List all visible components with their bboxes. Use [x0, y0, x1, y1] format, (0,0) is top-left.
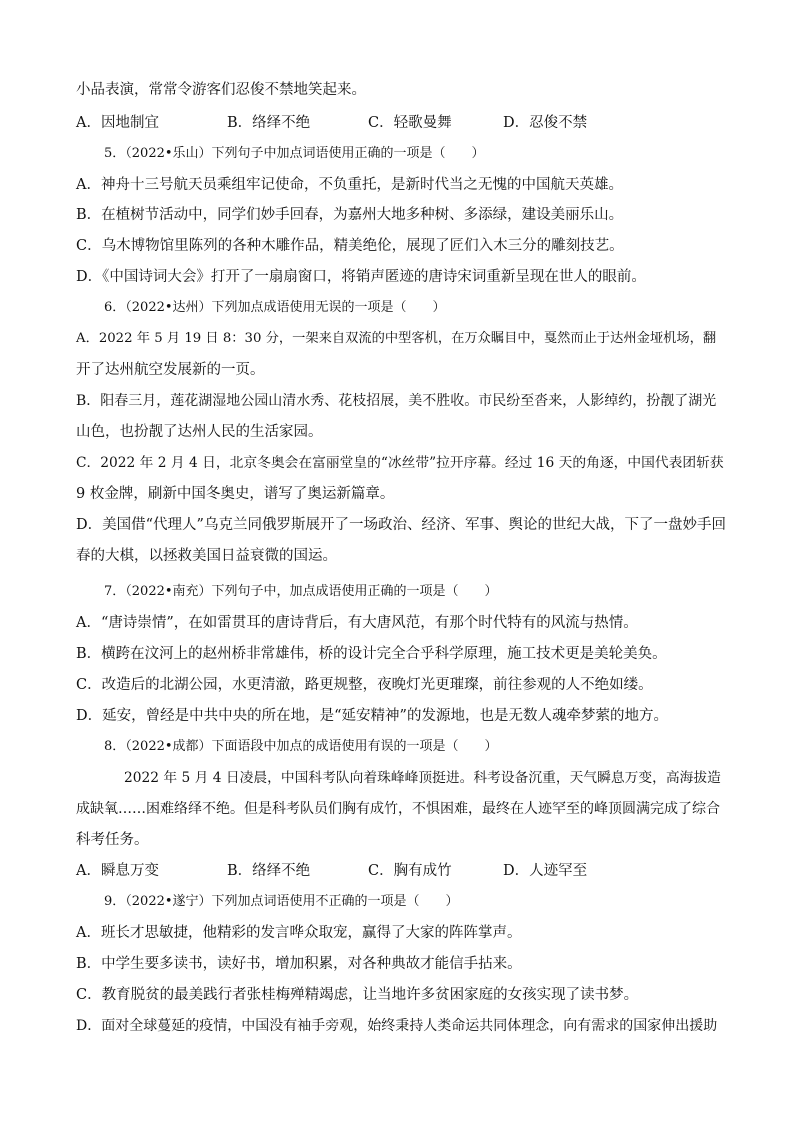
q7-option-b: B．横跨在汶河上的赵州桥非常雄伟，桥的设计完全合乎科学原理，施工技术更是美轮美奂。	[76, 646, 667, 662]
q8-option-b: B．络绎不绝	[227, 863, 311, 879]
q6-option-c-line2: 9 枚金牌，刷新中国冬奥史，谱写了奥运新篇章。	[76, 486, 395, 502]
q9-option-a: A．班长才思敏捷，他精彩的发言哗众取宠，赢得了大家的阵阵掌声。	[76, 925, 522, 941]
q5-option-b: B．在植树节活动中，同学们妙手回春，为嘉州大地多种树、多添绿，建设美丽乐山。	[76, 207, 624, 223]
q6-option-b-line2: 山色，也扮靓了达州人民的生活家园。	[76, 424, 323, 440]
q7-option-a: A．“唐诗崇情”，在如雷贯耳的唐诗背后，有大唐风范，有那个时代特有的风流与热情。	[76, 615, 638, 631]
q8-option-c: C．胸有成竹	[368, 863, 452, 879]
q4-stem-tail: 小品表演，常常令游客们忍俊不禁地笑起来。	[76, 82, 366, 98]
q8-heading: 8．（2022•成都）下面语段中加点的成语使用有误的一项是（ ）	[104, 739, 498, 754]
q6-option-a-line1: A．2022 年 5 月 19 日 8：30 分，一架来自双流的中型客机，在万众瞩目中，戛然而止于达州金垭机场，翻	[76, 331, 717, 346]
q9-heading: 9．（2022•遂宁）下列加点词语使用不正确的一项是（ ）	[104, 894, 459, 909]
q8-passage-line1: 2022 年 5 月 4 日凌晨，中国科考队向着珠峰峰顶挺进。科考设备沉重，天气瞬息万变，高海拔造	[124, 770, 721, 786]
q7-heading: 7．（2022•南充）下列句子中，加点成语使用正确的一项是（ ）	[104, 584, 498, 599]
q8-passage-line2: 成缺氧……困难络绎不绝。但是科考队员们胸有成竹，不惧困难，最终在人迹罕至的峰顶圆满完成了综合	[76, 801, 720, 817]
q5-heading: 5．（2022•乐山）下列句子中加点词语使用正确的一项是（ ）	[104, 146, 485, 161]
q5-option-a: A．神舟十三号航天员乘组牢记使命，不负重托，是新时代当之无愧的中国航天英雄。	[76, 177, 623, 193]
q8-passage-line3: 科考任务。	[76, 832, 149, 848]
q6-option-c-line1: C．2022 年 2 月 4 日，北京冬奥会在富丽堂皇的“冰丝带”拉开序幕。经过 16 天的角逐，中国代表团斩获	[76, 455, 724, 471]
q9-option-d: D．面对全球蔓延的疫情，中国没有袖手旁观，始终秉持人类命运共同体理念，向有需求的国家伸出援助	[76, 1018, 718, 1034]
q4-option-a: A．因地制宜	[76, 115, 159, 131]
q5-option-d: D．《中国诗词大会》打开了一扇扇窗口，将销声匿迹的唐诗宋词重新呈现在世人的眼前。	[76, 269, 646, 285]
q8-option-d: D．人迹罕至	[503, 863, 588, 879]
q6-heading: 6．（2022•达州）下列加点成语使用无误的一项是（ ）	[104, 300, 446, 315]
q7-option-d: D．延安，曾经是中共中央的所在地，是“延安精神”的发源地，也是无数人魂牵梦萦的地方。	[76, 708, 668, 724]
q7-option-c: C．改造后的北湖公园，水更清澈，路更规整，夜晚灯光更璀璨，前往参观的人不绝如缕。	[76, 677, 653, 693]
q9-option-c: C．教育脱贫的最美践行者张桂梅殚精竭虑，让当地许多贫困家庭的女孩实现了读书梦。	[76, 987, 639, 1003]
q8-option-a: A．瞬息万变	[76, 863, 159, 879]
q6-option-b-line1: B．阳春三月，莲花湖湿地公园山清水秀、花枝招展，美不胜收。市民纷至沓来，人影绰约，扮靓了湖光	[76, 393, 717, 409]
q6-option-a-line2: 开了达州航空发展新的一页。	[76, 362, 265, 378]
q9-option-b: B．中学生要多读书，读好书，增加积累，对各种典故才能信手拈来。	[76, 956, 522, 972]
q6-option-d-line1: D．美国借“代理人”乌克兰同俄罗斯展开了一场政治、经济、军事、舆论的世纪大战，下了一盘妙手回	[76, 517, 726, 533]
q6-option-d-line2: 春的大棋，以拯救美国日益衰微的国运。	[76, 548, 337, 564]
q4-option-d: D．忍俊不禁	[503, 115, 588, 131]
q4-option-b: B．络绎不绝	[227, 115, 311, 131]
q4-option-c: C．轻歌曼舞	[368, 115, 452, 131]
q5-option-c: C．乌木博物馆里陈列的各种木雕作品，精美绝伦，展现了匠们入木三分的雕刻技艺。	[76, 238, 624, 254]
